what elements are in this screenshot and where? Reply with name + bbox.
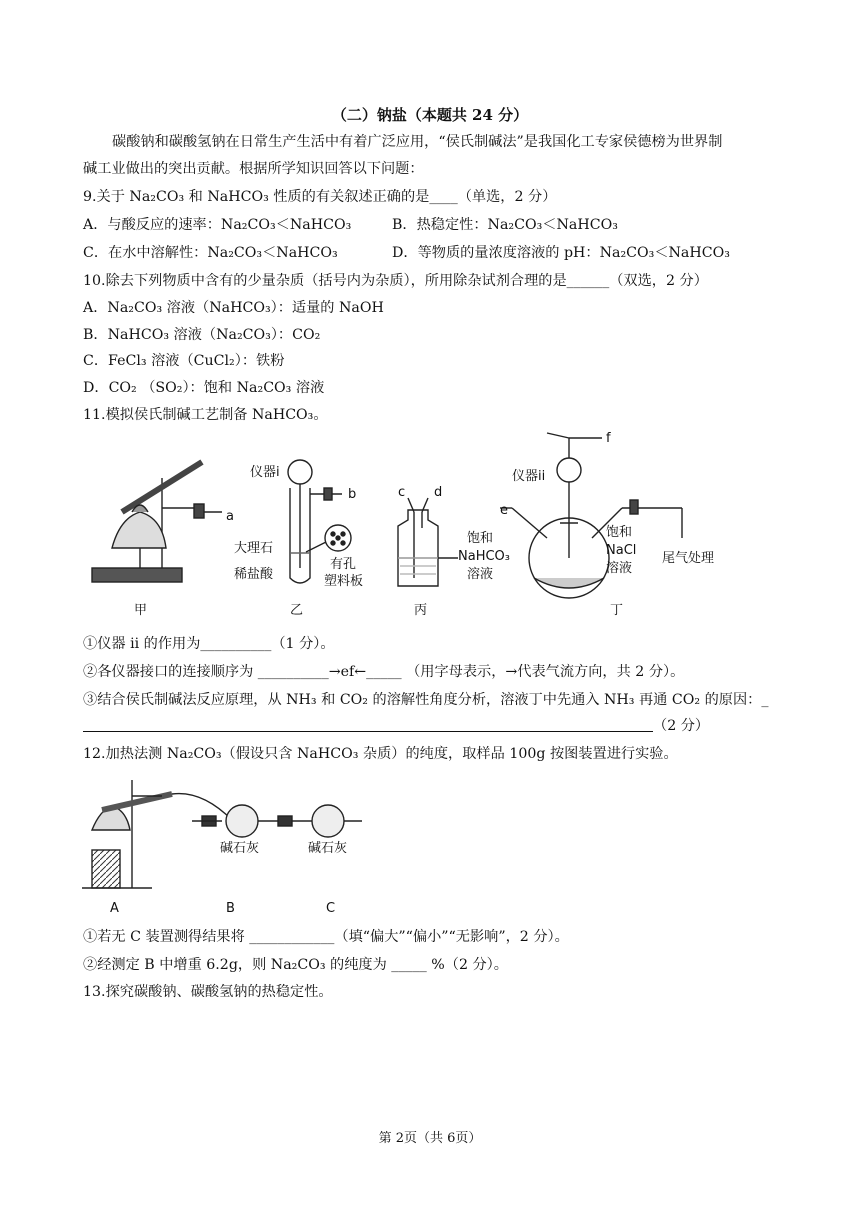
jia-label: 甲 [134, 603, 148, 618]
apparatus-c-label: C [326, 901, 336, 916]
q11-sub1: ①仪器 ii 的作用为__________（1 分）。 [83, 636, 335, 652]
ding-port-e: e [500, 503, 508, 518]
yi-label: 乙 [290, 603, 304, 618]
q11-stem: 11.模拟侯氏制碱工艺制备 NaHCO₃。 [83, 407, 328, 423]
q10-option-d: D．CO₂ （SO₂）：饱和 Na₂CO₃ 溶液 [83, 380, 325, 396]
intro-line-2: 碱工业做出的突出贡献。根据所学知识回答以下问题： [83, 161, 424, 177]
q11-sub3: ③结合侯氏制碱法反应原理，从 NH₃ 和 CO₂ 的溶解性角度分析，溶液丁中先通入 NH₃ 再通 CO₂ 的原因：_ [83, 692, 769, 708]
lime-label-c: 碱石灰 [308, 841, 348, 856]
q11-apparatus-figure [82, 428, 722, 624]
apparatus-jia [92, 462, 222, 582]
q10-option-b: B．NaHCO₃ 溶液（Na₂CO₃）：CO₂ [83, 327, 321, 343]
lime-label-b: 碱石灰 [220, 841, 260, 856]
page-footer: 第 2页（共 6页） [378, 1131, 482, 1146]
ding-label: 丁 [610, 603, 624, 618]
apparatus-b-label: B [226, 901, 235, 916]
q12-apparatus-figure [82, 770, 382, 920]
yi-plate-label-2: 塑料板 [324, 574, 364, 589]
ding-port-f: f [606, 431, 611, 446]
bing-port-c: c [398, 485, 406, 500]
q12-sub1: ①若无 C 装置测得结果将 ____________（填“偏大”“偏小”“无影响”，2 分）。 [83, 929, 569, 945]
yi-marble-label: 大理石 [234, 541, 274, 556]
yi-port-b: b [348, 487, 357, 502]
q11-sub3-points: （2 分） [653, 718, 710, 734]
q10-option-a: A．Na₂CO₃ 溶液（NaHCO₃）：适量的 NaOH [83, 300, 384, 316]
apparatus-c [292, 805, 362, 837]
ding-solution-1: 饱和 [606, 525, 633, 540]
q12-stem: 12.加热法测 Na₂CO₃（假设只含 NaHCO₃ 杂质）的纯度，取样品 100g 按图装置进行实验。 [83, 746, 678, 762]
bing-solution-1: 饱和 [467, 531, 494, 546]
q11-sub2: ②各仪器接口的连接顺序为 __________→ef←_____ （用字母表示，→代表气流方向，共 2 分）。 [83, 664, 685, 680]
ding-tail-gas-label: 尾气处理 [662, 551, 715, 566]
q9-option-b: B．热稳定性：Na₂CO₃＜NaHCO₃ [392, 217, 618, 233]
ding-solution-2: NaCl [606, 543, 637, 558]
intro-line-1: 碳酸钠和碳酸氢钠在日常生产生活中有着广泛应用，“侯氏制碱法”是我国化工专家侯德榜为世界制 [112, 134, 723, 150]
q13-stem: 13.探究碳酸钠、碳酸氢钠的热稳定性。 [83, 984, 333, 1000]
q10-option-c: C．FeCl₃ 溶液（CuCl₂）：铁粉 [83, 353, 285, 369]
q9-option-a: A．与酸反应的速率：Na₂CO₃＜NaHCO₃ [83, 217, 352, 233]
q9-option-d: D．等物质的量浓度溶液的 pH：Na₂CO₃＜NaHCO₃ [392, 245, 730, 261]
q9-stem: 9.关于 Na₂CO₃ 和 NaHCO₃ 性质的有关叙述正确的是____（单选，2 分） [83, 189, 557, 205]
apparatus-a-label: A [110, 901, 119, 916]
apparatus-ding [500, 433, 682, 598]
bing-port-d: d [434, 485, 443, 500]
ding-solution-3: 溶液 [606, 561, 633, 576]
apparatus-b [192, 805, 292, 837]
jia-port-a: a [226, 509, 234, 524]
yi-acid-label: 稀盐酸 [234, 567, 274, 582]
apparatus-a [82, 780, 232, 888]
ding-instrument-label: 仪器ii [512, 469, 546, 484]
q12-sub2: ②经测定 B 中增重 6.2g，则 Na₂CO₃ 的纯度为 _____ %（2 分）。 [83, 957, 508, 973]
bing-label: 丙 [414, 603, 428, 618]
q11-sub3-answer-line [83, 716, 709, 736]
yi-plate-label-1: 有孔 [330, 557, 357, 572]
q9-option-c: C．在水中溶解性：Na₂CO₃＜NaHCO₃ [83, 245, 338, 261]
yi-instrument-label: 仪器i [250, 465, 280, 480]
q10-stem: 10.除去下列物质中含有的少量杂质（括号内为杂质），所用除杂试剂合理的是______（双选，2 分） [83, 273, 708, 289]
apparatus-bing [398, 498, 458, 586]
section-title: （二）钠盐（本题共 24 分） [331, 106, 529, 124]
bing-solution-3: 溶液 [467, 567, 494, 582]
bing-solution-2: NaHCO₃ [458, 549, 510, 564]
